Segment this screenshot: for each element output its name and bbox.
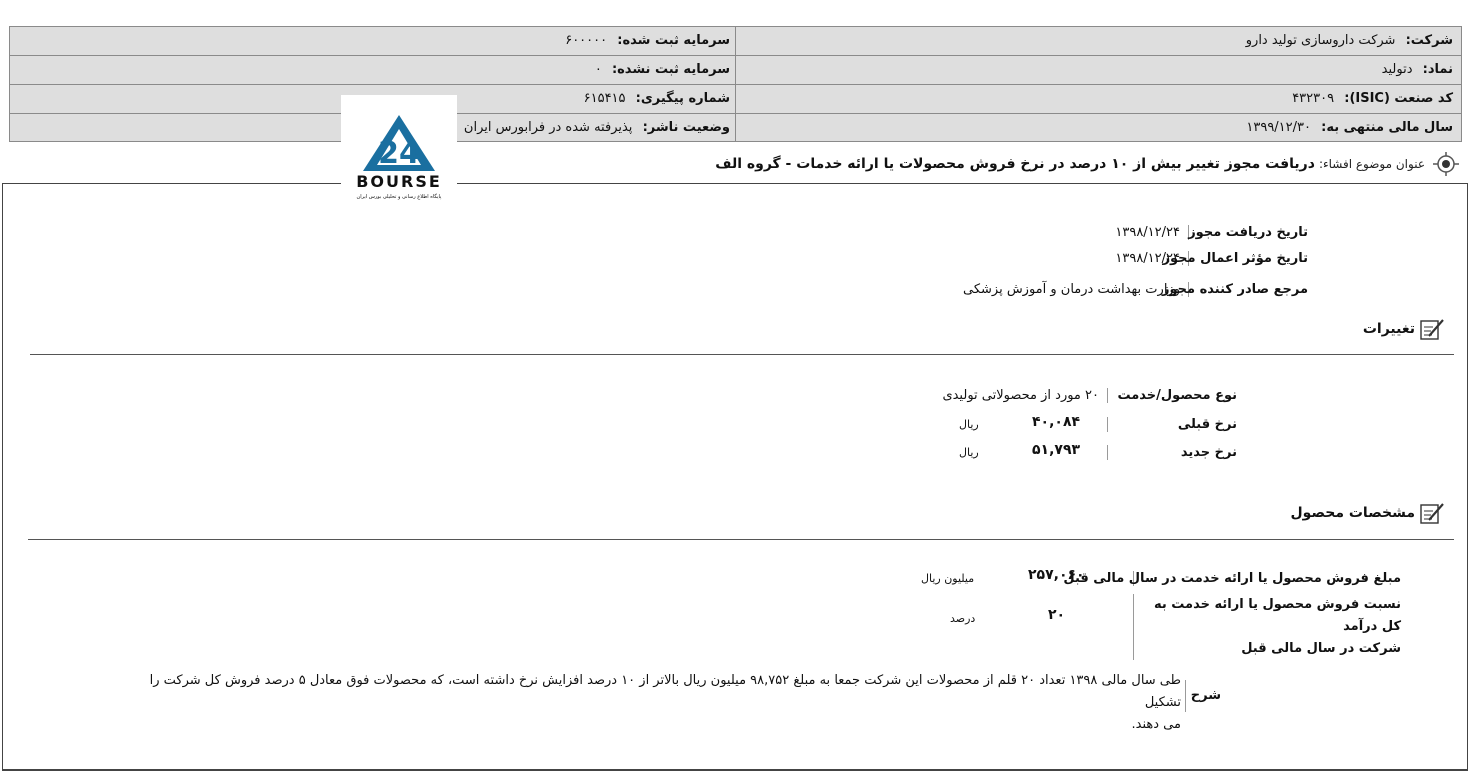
- new-rate-value: ۵۱,۷۹۳: [1032, 442, 1081, 458]
- effective-date-value: ۱۳۹۸/۱۲/۲۴: [1115, 250, 1180, 266]
- issuer-value: وزارت بهداشت درمان و آموزش پزشکی: [962, 281, 1180, 297]
- publisher-status-value: پذیرفته شده در فرابورس ایران: [463, 120, 633, 135]
- description-line-1: طی سال مالی ۱۳۹۸ تعداد ۲۰ قلم از محصولات این شرکت جمعا به مبلغ ۹۸,۷۵۲ میلیون ریال بالاتر از ۱۰ درصد افزایش نرخ داشته است، که محصولات فوق معادل ۵ درصد فروش کل شرکت را تشکیل: [149, 673, 1181, 710]
- bourse-logo-graphic: [341, 95, 457, 203]
- changes-section-title: [1363, 316, 1445, 342]
- effective-date-row: [1115, 246, 1308, 270]
- ratio-label-line-1: نسبت فروش محصول یا ارائه خدمت به کل درآمد: [1154, 597, 1401, 634]
- ratio-label-line-2: شرکت در سال مالی قبل: [1241, 641, 1401, 656]
- publisher-status-label: وضعیت ناشر:: [642, 120, 730, 135]
- isic-cell: [735, 85, 1461, 113]
- disclosure-subject: [715, 150, 1461, 178]
- changes-divider: [30, 354, 1454, 355]
- product-type-value: ۲۰ مورد از محصولاتی تولیدی: [942, 387, 1099, 403]
- reg-capital-value: ۶۰۰۰۰۰: [565, 33, 608, 48]
- prev-rate-row: [1107, 412, 1237, 436]
- product-type-label: نوع محصول/خدمت: [1107, 388, 1237, 403]
- tracking-label: شماره پیگیری:: [635, 91, 730, 106]
- new-rate-unit: ریال: [959, 446, 979, 459]
- specs-section-title: [1291, 500, 1445, 526]
- edit-note-icon: [1419, 501, 1445, 525]
- fiscal-label: سال مالی منتهی به:: [1321, 120, 1453, 135]
- new-rate-row: [1107, 440, 1237, 464]
- svg-text:24: 24: [378, 136, 420, 171]
- isic-value: ۴۳۲۳۰۹: [1292, 91, 1335, 106]
- reg-capital-cell: [10, 27, 736, 55]
- specs-divider: [28, 539, 1454, 540]
- bourse-logo: [341, 95, 457, 203]
- ratio-value: ۲۰: [1048, 607, 1066, 623]
- subject-label: عنوان موضوع افشاء:: [1318, 157, 1425, 171]
- sales-value: ۲۵۷,۰۶۰: [1028, 567, 1085, 583]
- symbol-value: دتولید: [1381, 62, 1413, 77]
- description-text: [111, 670, 1181, 736]
- tracking-value: ۶۱۵۴۱۵: [583, 91, 626, 106]
- receive-date-value: ۱۳۹۸/۱۲/۲۴: [1115, 224, 1180, 240]
- subject-title: دریافت مجوز تغییر بیش از ۱۰ درصد در نرخ فروش محصولات یا ارائه خدمات - گروه الف: [715, 156, 1315, 172]
- ratio-unit: درصد: [950, 612, 976, 625]
- prev-rate-unit: ریال: [959, 418, 979, 431]
- changes-title: تغییرات: [1362, 321, 1415, 337]
- specs-title: مشخصات محصول: [1290, 505, 1415, 521]
- unreg-capital-value: ۰: [594, 62, 602, 77]
- sales-label: مبلغ فروش محصول یا ارائه خدمت در سال مالی قبل: [1063, 570, 1401, 586]
- logo-subtext: پایگاه اطلاع رسانی و تحلیلی بورس ایران: [356, 194, 442, 200]
- sales-unit: میلیون ریال: [921, 572, 975, 585]
- info-row-company: [10, 27, 1461, 56]
- receive-date-row: [1115, 220, 1308, 244]
- issuer-row: [963, 277, 1308, 301]
- company-label: شرکت:: [1405, 33, 1453, 48]
- info-row-fiscal: [10, 114, 1461, 143]
- prev-rate-label: نرخ قبلی: [1107, 417, 1237, 432]
- reg-capital-label: سرمایه ثبت شده:: [617, 33, 730, 48]
- info-row-symbol: [10, 56, 1461, 85]
- ratio-label: [1133, 594, 1401, 660]
- description-line-2: می دهند.: [1131, 717, 1181, 732]
- company-value: شرکت داروسازی تولید دارو: [1245, 33, 1396, 48]
- new-rate-label: نرخ جدید: [1107, 445, 1237, 460]
- effective-date-label: تاریخ مؤثر اعمال مجوز: [1162, 250, 1308, 266]
- company-info-table: [9, 26, 1462, 142]
- unreg-capital-cell: [10, 56, 736, 84]
- company-cell: [735, 27, 1461, 55]
- target-bullet-icon: [1431, 150, 1461, 178]
- symbol-cell: [735, 56, 1461, 84]
- description-label: شرح: [1185, 680, 1221, 712]
- isic-label: کد صنعت (ISIC):: [1344, 91, 1453, 106]
- logo-wordmark: BOURSE: [356, 172, 442, 191]
- product-type-row: [942, 383, 1237, 407]
- prev-rate-value: ۴۰,۰۸۴: [1032, 414, 1081, 430]
- symbol-label: نماد:: [1422, 62, 1453, 77]
- fiscal-value: ۱۳۹۹/۱۲/۳۰: [1246, 120, 1311, 135]
- fiscal-cell: [735, 114, 1461, 142]
- receive-date-label: تاریخ دریافت مجوز: [1188, 224, 1308, 240]
- sales-row: [1063, 566, 1401, 590]
- edit-note-icon: [1419, 317, 1445, 341]
- unreg-capital-label: سرمایه ثبت نشده:: [611, 62, 730, 77]
- issuer-label: مرجع صادر کننده مجوز: [1162, 281, 1308, 297]
- info-row-isic: [10, 85, 1461, 114]
